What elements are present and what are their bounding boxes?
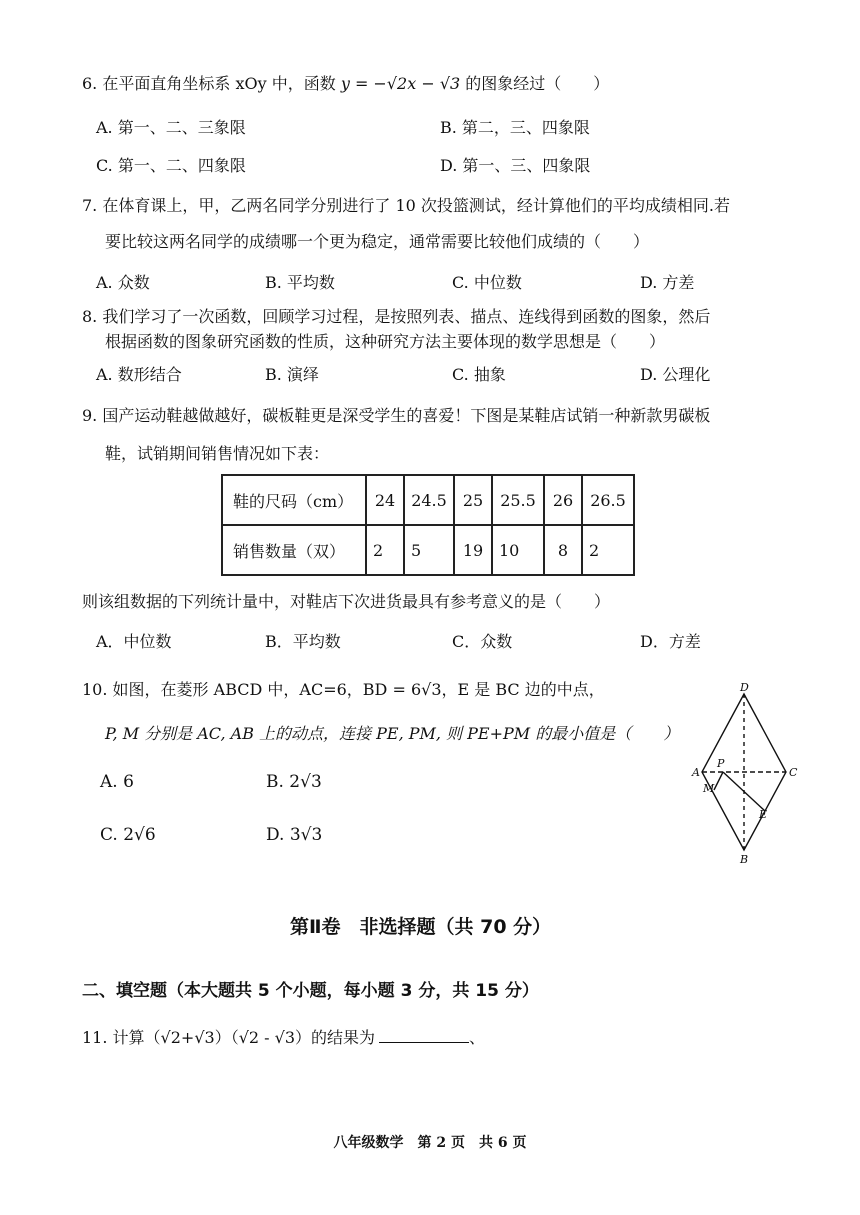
question-stem: 计算（√2+√3）（√2 - √3）的结果为 xyxy=(112,1028,376,1047)
question-9 xyxy=(82,406,710,426)
figure-label: P xyxy=(717,757,725,770)
figure-label: E xyxy=(759,808,768,821)
question-line: 根据函数的图象研究函数的性质，这种研究方法主要体现的数学思想是（ ） xyxy=(105,332,666,351)
rhombus-figure xyxy=(690,680,800,865)
question-number: 6. xyxy=(82,74,98,93)
table-cell: 5 xyxy=(404,525,454,575)
table-cell: 26 xyxy=(544,475,582,525)
part-title: 二、填空题（本大题共 5 个小题，每小题 3 分，共 15 分） xyxy=(82,981,539,1001)
figure-label: D xyxy=(740,681,749,694)
segment-pm xyxy=(714,772,723,790)
option-c: C. 2√6 xyxy=(100,825,156,845)
formula: y = −√2x − √3 xyxy=(340,74,461,93)
table-cell: 2 xyxy=(366,525,404,575)
question-line: 我们学习了一次函数，回顾学习过程，是按照列表、描点、连线得到函数的图象，然后 xyxy=(102,307,711,326)
question-11 xyxy=(82,1028,485,1048)
option-a: A. 6 xyxy=(100,772,134,792)
figure-label: B xyxy=(740,853,749,865)
question-number: 7. xyxy=(82,196,98,215)
table-row xyxy=(222,475,634,525)
option-c: C．众数 xyxy=(452,632,513,651)
question-number: 11. xyxy=(82,1028,108,1047)
option-d: D. 方差 xyxy=(640,273,695,292)
table-cell: 26.5 xyxy=(582,475,634,525)
sales-table xyxy=(221,474,635,576)
table-cell: 24 xyxy=(366,475,404,525)
table-cell: 24.5 xyxy=(404,475,454,525)
question-8 xyxy=(82,307,710,327)
table-cell: 25 xyxy=(454,475,492,525)
figure-label: C xyxy=(789,766,798,779)
question-7 xyxy=(82,196,730,216)
option-a: A. 第一、二、三象限 xyxy=(96,118,246,137)
question-line: 要比较这两名同学的成绩哪一个更为稳定，通常需要比较他们成绩的（ ） xyxy=(105,232,650,251)
question-number: 9. xyxy=(82,406,98,425)
option-d: D．方差 xyxy=(640,632,701,651)
figure-label: M xyxy=(703,782,715,795)
question-number: 10. xyxy=(82,680,108,699)
answer-blank[interactable] xyxy=(379,1028,469,1043)
table-cell: 19 xyxy=(454,525,492,575)
option-b: B. 平均数 xyxy=(265,273,335,292)
figure-label: A xyxy=(692,766,700,779)
question-line: P, M 分别是 AC, AB 上的动点，连接 PE, PM, 则 PE+PM 的最小值是（ ） xyxy=(105,724,680,743)
option-a: A．中位数 xyxy=(96,632,172,651)
section-title: 第Ⅱ卷 非选择题（共 70 分） xyxy=(290,916,552,938)
option-c: C. 第一、二、四象限 xyxy=(96,156,246,175)
option-c: C. 抽象 xyxy=(452,365,506,384)
page-footer: 八年级数学 第 2 页 共 6 页 xyxy=(333,1135,527,1151)
row-header-size: 鞋的尺码（cm） xyxy=(222,475,366,525)
table-row xyxy=(222,525,634,575)
option-b: B. 演绎 xyxy=(265,365,319,384)
option-d: D. 第一、三、四象限 xyxy=(440,156,591,175)
question-10 xyxy=(82,680,605,700)
question-line: 在体育课上，甲，乙两名同学分别进行了 10 次投篮测试，经计算他们的平均成绩相同.若 xyxy=(102,196,730,215)
question-line: 鞋，试销期间销售情况如下表： xyxy=(105,444,330,463)
question-stem-tail: 的图象经过（ ） xyxy=(460,74,610,93)
question-line: 则该组数据的下列统计量中，对鞋店下次进货最具有参考意义的是（ ） xyxy=(82,592,611,611)
question-line: 国产运动鞋越做越好，碳板鞋更是深受学生的喜爱！下图是某鞋店试销一种新款男碳板 xyxy=(102,406,711,425)
option-d: D. 3√3 xyxy=(266,825,323,845)
question-6 xyxy=(82,74,609,94)
table-cell: 25.5 xyxy=(492,475,544,525)
table-cell: 2 xyxy=(582,525,634,575)
table-cell: 8 xyxy=(544,525,582,575)
question-number: 8. xyxy=(82,307,98,326)
row-header-quantity: 销售数量（双） xyxy=(222,525,366,575)
question-line: 如图，在菱形 ABCD 中，AC=6，BD = 6√3，E 是 BC 边的中点， xyxy=(112,680,605,699)
option-b: B．平均数 xyxy=(265,632,341,651)
option-c: C. 中位数 xyxy=(452,273,522,292)
question-stem: 在平面直角坐标系 xOy 中，函数 xyxy=(102,74,341,93)
option-a: A. 数形结合 xyxy=(96,365,182,384)
question-tail: 、 xyxy=(469,1028,486,1047)
table-cell: 10 xyxy=(492,525,544,575)
option-b: B. 2√3 xyxy=(266,772,322,792)
option-d: D. 公理化 xyxy=(640,365,711,384)
option-a: A. 众数 xyxy=(96,273,150,292)
option-b: B. 第二，三、四象限 xyxy=(440,118,590,137)
